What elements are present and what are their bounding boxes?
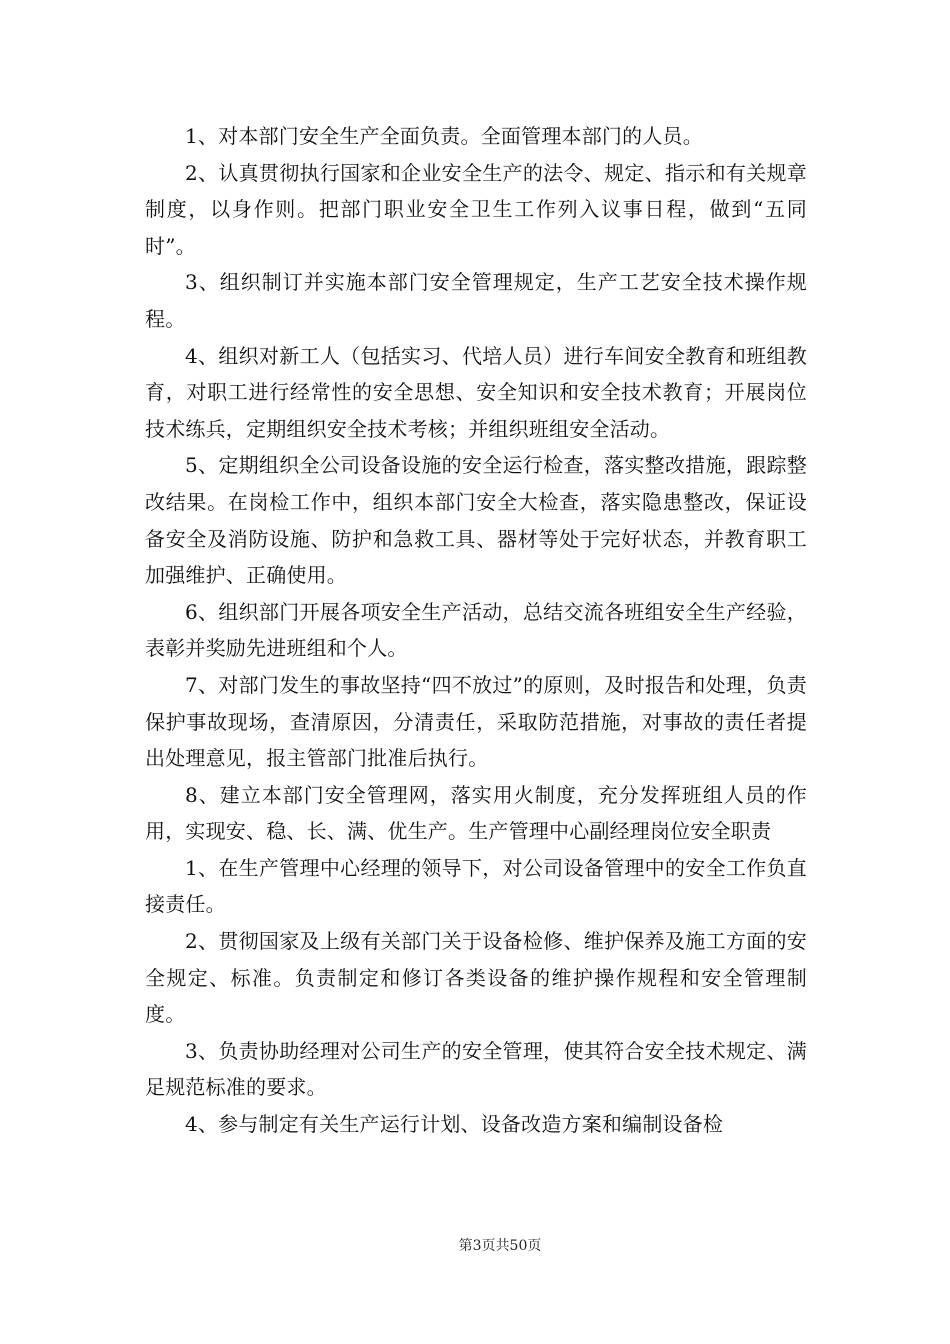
paragraph: 5、定期组织全公司设备设施的安全运行检查，落实整改措施，跟踪整改结果。在岗检工作中，组织本部门安全大检查，落实隐患整改，保证设备安全及消防设施、防护和急救工具、器材等处于完好状态，并教育职工加强维护、正确使用。 (145, 453, 807, 588)
paragraph: 3、负责协助经理对公司生产的安全管理，使其符合安全技术规定、满足规范标准的要求。 (145, 1038, 807, 1100)
page-number-footer: 第3页共50页 (458, 1238, 542, 1254)
paragraph: 2、认真贯彻执行国家和企业安全生产的法令、规定、指示和有关规章制度，以身作则。把部门职业安全卫生工作列入议事日程，做到“五同时”。 (145, 160, 807, 258)
paragraph: 4、参与制定有关生产运行计划、设备改造方案和编制设备检 (185, 1112, 724, 1137)
paragraph: 6、组织部门开展各项安全生产活动，总结交流各班组安全生产经验，表彰并奖励先进班组和个人。 (145, 599, 807, 661)
paragraph: 1、在生产管理中心经理的领导下，对公司设备管理中的安全工作负直接责任。 (145, 855, 807, 917)
paragraph: 1、对本部门安全生产全面负责。全面管理本部门的人员。 (185, 124, 703, 148)
paragraph: 4、组织对新工人（包括实习、代培人员）进行车间安全教育和班组教育，对职工进行经常性的安全思想、安全知识和安全技术教育；开展岗位技术练兵，定期组织安全技术考核；并组织班组安全活动。 (145, 343, 807, 441)
paragraph: 7、对部门发生的事故坚持“四不放过”的原则，及时报告和处理，负责保护事故现场，查清原因，分清责任，采取防范措施，对事故的责任者提出处理意见，报主管部门批准后执行。 (145, 672, 807, 771)
document-body (145, 118, 807, 1143)
paragraph: 8、建立本部门安全管理网，落实用火制度，充分发挥班组人员的作用，实现安、稳、长、满、优生产。生产管理中心副经理岗位安全职责 (145, 782, 807, 844)
paragraph: 3、组织制订并实施本部门安全管理规定，生产工艺安全技术操作规程。 (145, 270, 807, 331)
paragraph: 2、贯彻国家及上级有关部门关于设备检修、维护保养及施工方面的安全规定、标准。负责制定和修订各类设备的维护操作规程和安全管理制度。 (145, 929, 807, 1027)
